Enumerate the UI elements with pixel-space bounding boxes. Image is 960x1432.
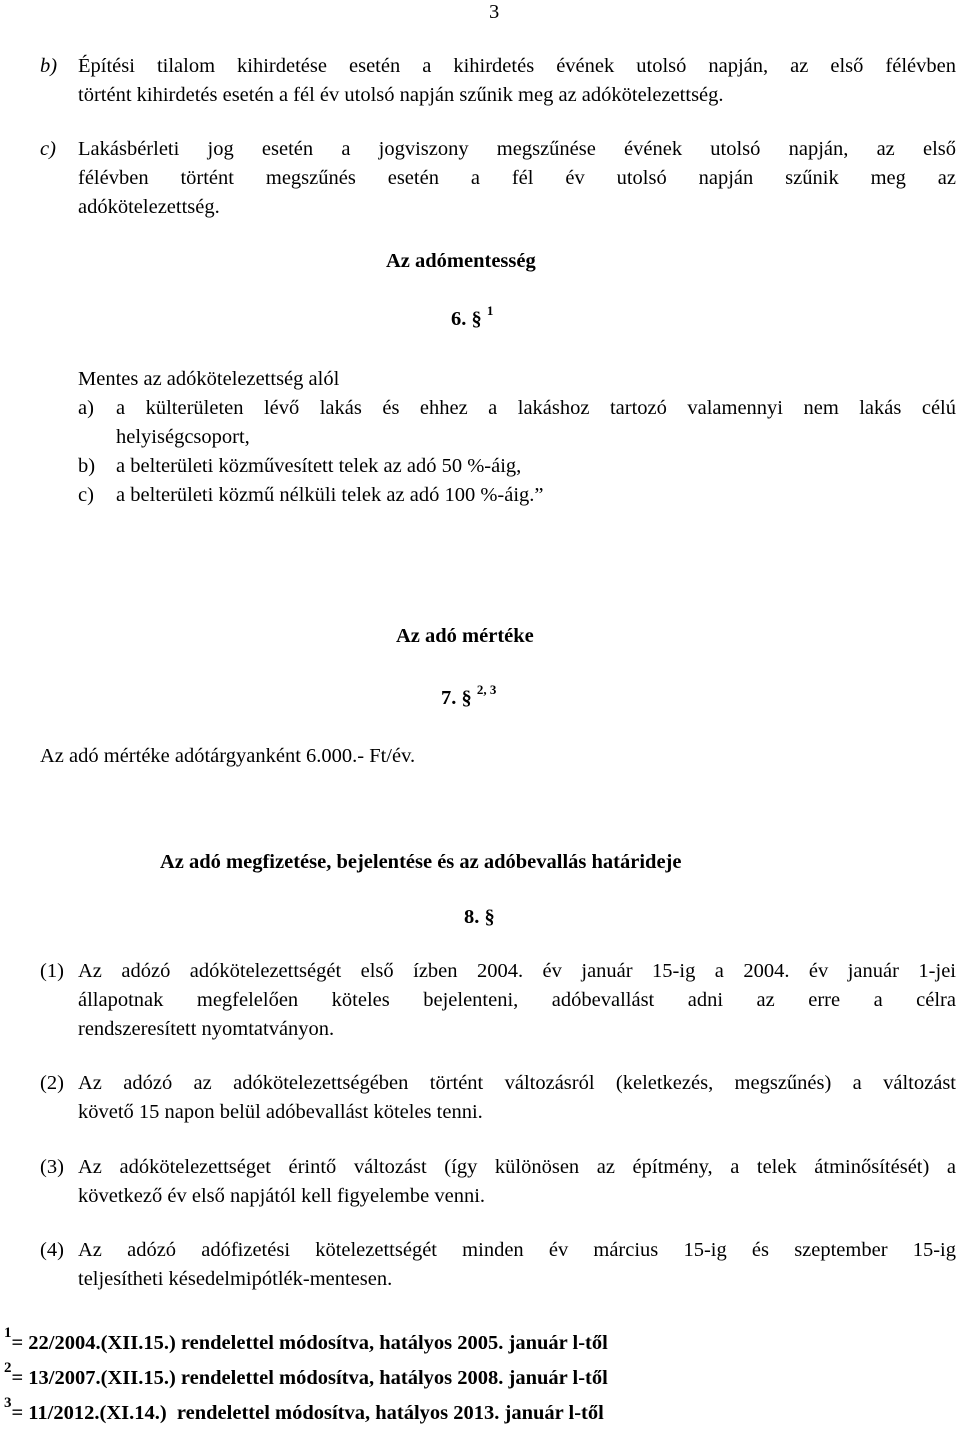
exemption-intro: Mentes az adókötelezettség alól	[78, 368, 340, 390]
payment-item-4-label: (4)	[40, 1239, 64, 1261]
footnote-2: $^2$= 13/2007.(XII.15.) rendelettel módosítva, hatályos 2008. január l-től	[4, 1360, 608, 1389]
section-title-adomertek: Az adó mértéke	[396, 625, 534, 647]
page-number: 3	[489, 1, 500, 23]
section-title-adomentesseg: Az adómentesség	[386, 250, 536, 272]
para-c-label: c)	[40, 138, 56, 160]
payment-item-4-text: Az adózó adófizetési kötelezettségét minden év március 15-ig és szeptember 15-ig teljesítheti késedelmipótlék-mentesen.	[78, 1239, 956, 1291]
payment-item-1-text: Az adózó adókötelezettségét első ízben 2004. év január 15-ig a 2004. év január 1-jei állapotnak megfelelően köteles bejelenteni, adóbevallást adni az erre a célra rendszeresített nyomtatványon.	[78, 960, 956, 1041]
footnote-3: $^3$= 11/2012.(XI.14.) rendelettel módosítva, hatályos 2013. január l-től	[4, 1395, 604, 1424]
section-title-megfizetes: Az adó megfizetése, bejelentése és az adóbevallás határideje	[160, 851, 682, 873]
paragraph-8: 8. §	[464, 906, 495, 928]
para-c-text: Lakásbérleti jog esetén a jogviszony megszűnése évének utolsó napján, az első félévben történt megszűnés esetén a fél év utolsó napján szűnik meg az adókötelezettség.	[78, 138, 956, 219]
paragraph-6: 6. § $^1$	[451, 303, 494, 330]
paragraph-7: 7. § $^{2, 3}$	[441, 682, 497, 709]
exemption-item-a-label: a)	[78, 397, 94, 419]
exemption-item-c-text: a belterületi közmű nélküli telek az adó 100 %-áig.”	[116, 484, 544, 506]
exemption-item-b-text: a belterületi közművesített telek az adó 50 %-áig,	[116, 455, 522, 477]
payment-item-1-label: (1)	[40, 960, 64, 982]
payment-item-2-text: Az adózó az adókötelezettségében történt változásról (keletkezés, megszűnés) a változást követő 15 napon belül adóbevallást köteles tenni.	[78, 1072, 956, 1124]
exemption-item-b-label: b)	[78, 455, 96, 477]
para-b-label: b)	[40, 55, 58, 77]
footnote-1: $^1$= 22/2004.(XII.15.) rendelettel módosítva, hatályos 2005. január l-től	[4, 1325, 608, 1354]
tax-rate-text: Az adó mértéke adótárgyanként 6.000.- Ft/év.	[40, 745, 416, 767]
payment-item-2-label: (2)	[40, 1072, 64, 1094]
para-b-text: Építési tilalom kihirdetése esetén a kihirdetés évének utolsó napján, az első félévben történt kihirdetés esetén a fél év utolsó napján szűnik meg az adókötelezettség.	[78, 55, 956, 107]
payment-item-3-text: Az adókötelezettséget érintő változást (így különösen az építmény, a telek átminősítését) a következő év első napjától kell figyelembe venni.	[78, 1156, 956, 1208]
exemption-item-a-text: a külterületen lévő lakás és ehhez a lakáshoz tartozó valamennyi nem lakás célú helyiségcsoport,	[116, 397, 956, 449]
payment-item-3-label: (3)	[40, 1156, 64, 1178]
exemption-item-c-label: c)	[78, 484, 94, 506]
